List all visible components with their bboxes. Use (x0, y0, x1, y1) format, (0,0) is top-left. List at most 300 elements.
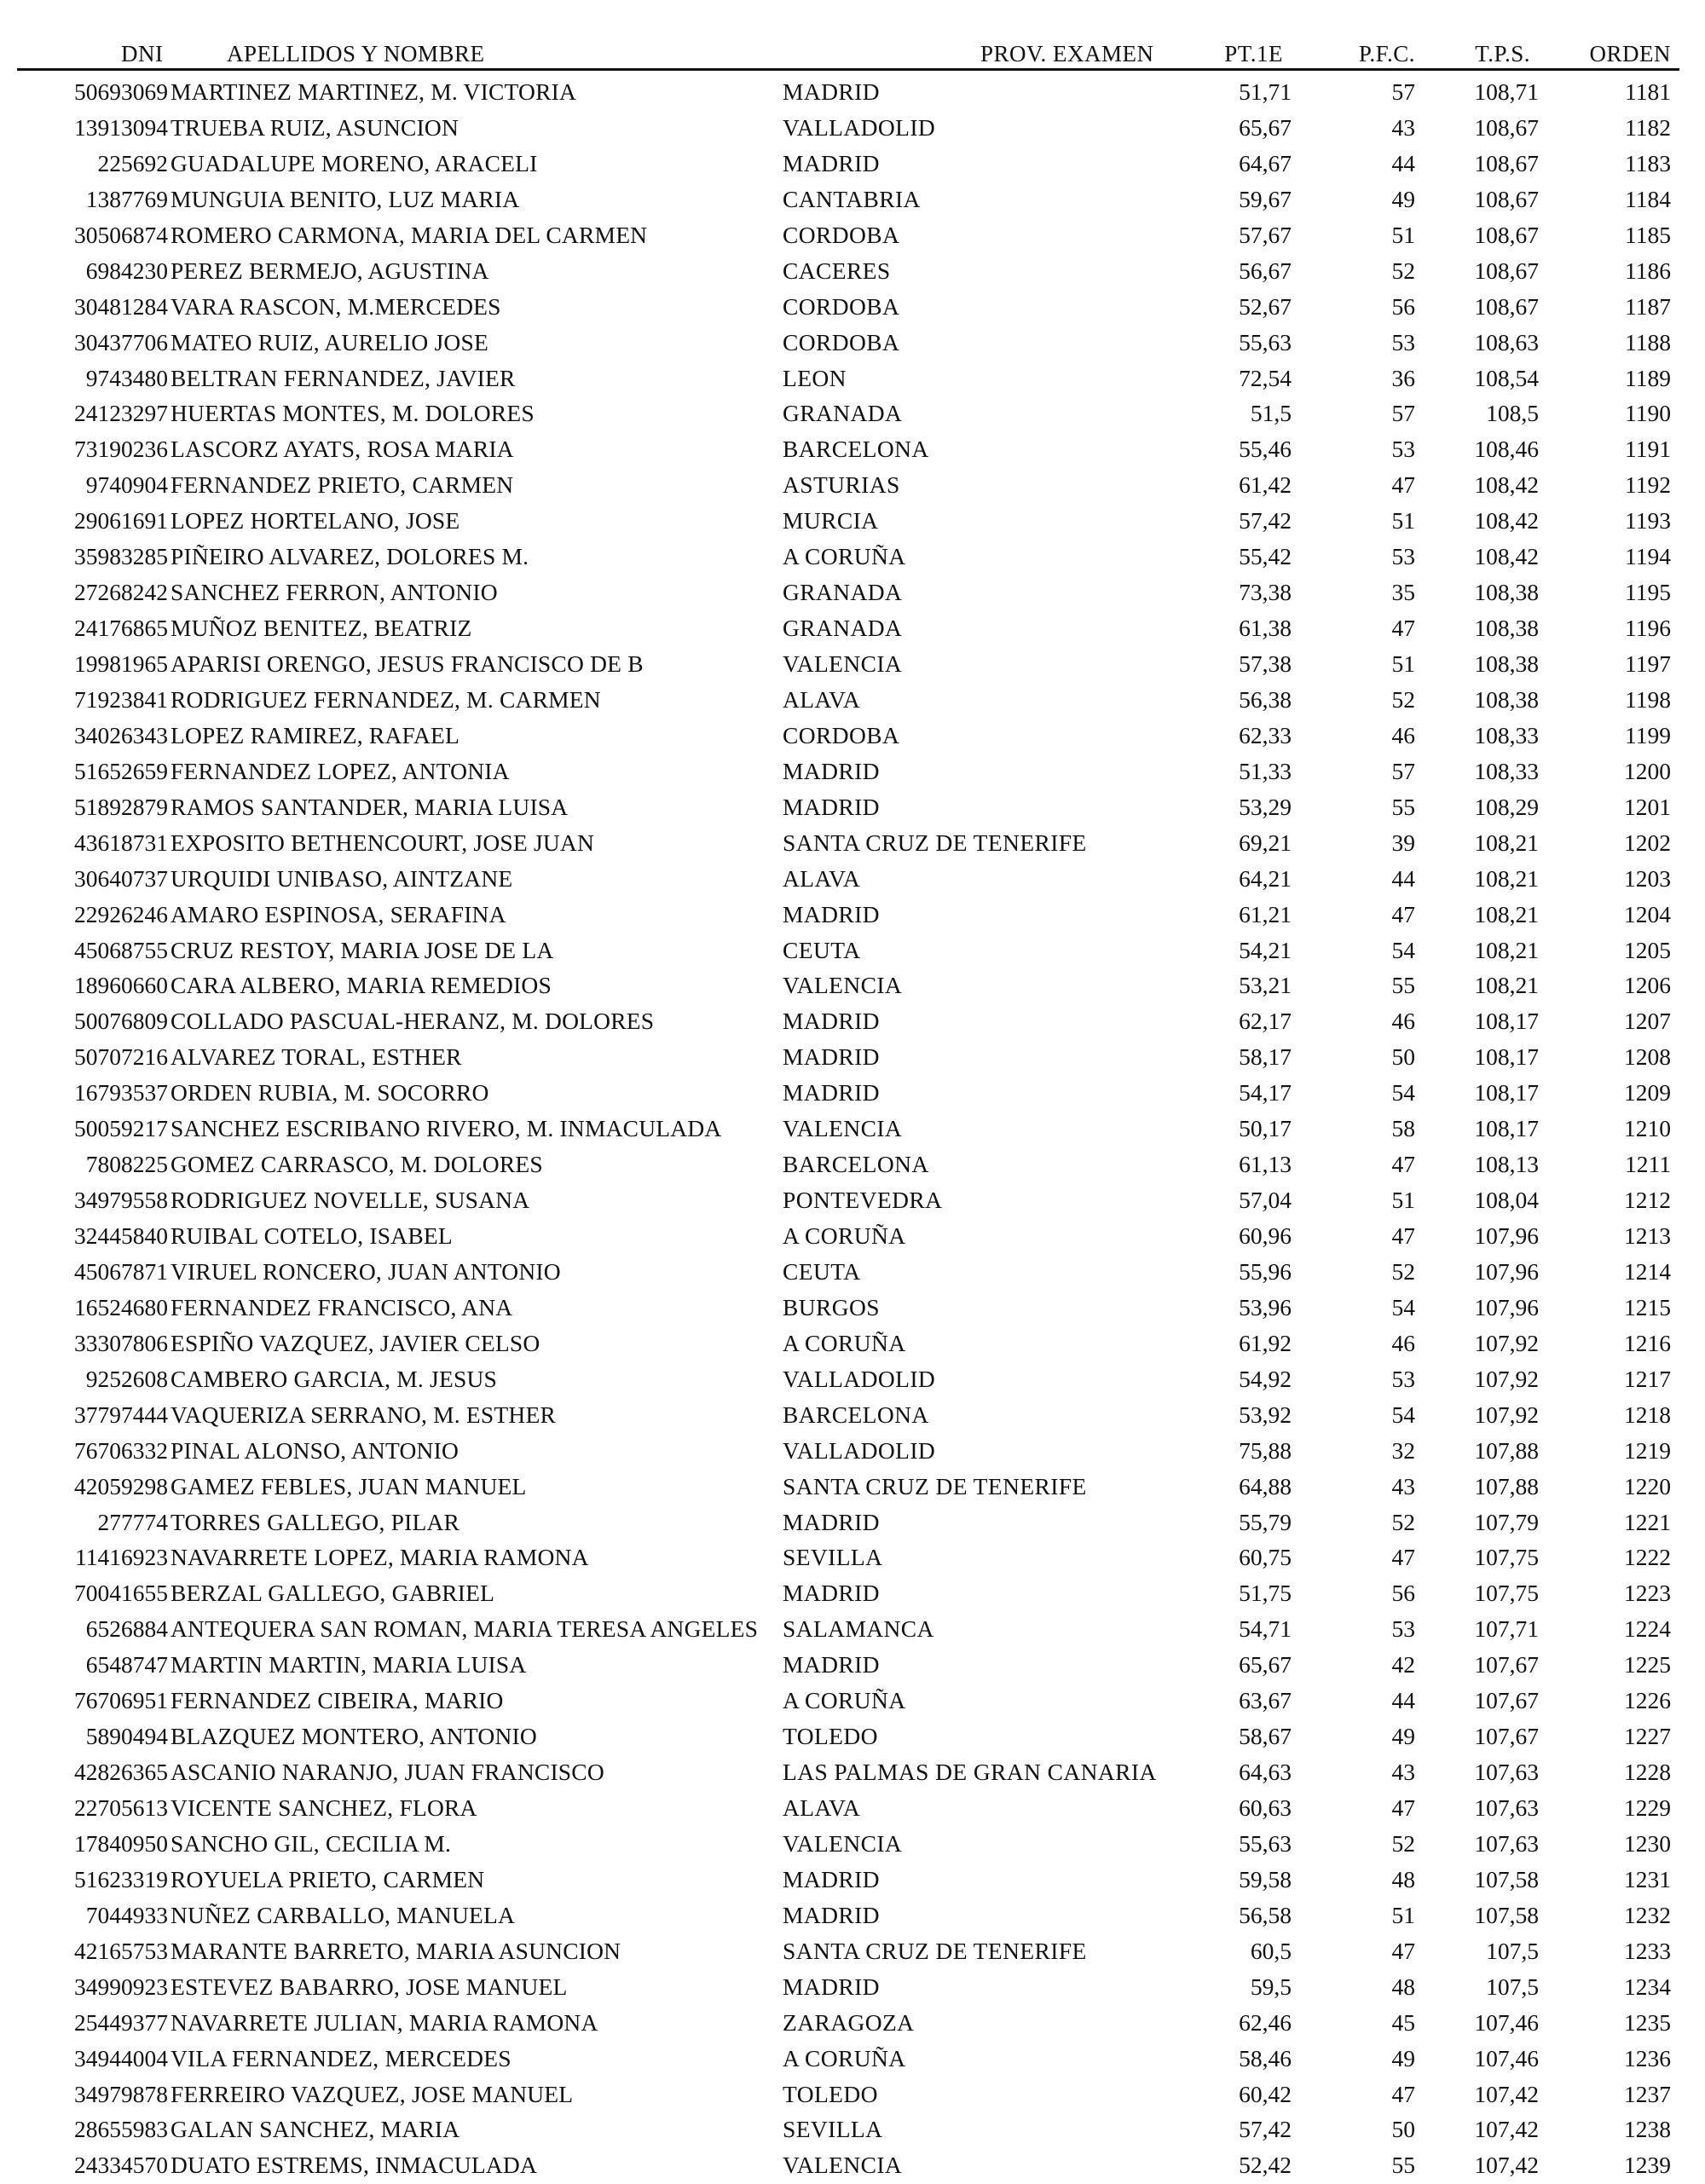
cell-pfc: 43 (1391, 1472, 1415, 1499)
cell-tps: 107,92 (1474, 1365, 1539, 1392)
cell-orden: 1185 (1625, 221, 1671, 248)
cell-pfc: 54 (1391, 1293, 1415, 1320)
table-row (0, 1255, 1705, 1291)
cell-pfc: 53 (1391, 1615, 1415, 1643)
cell-tps: 108,38 (1474, 579, 1539, 606)
table-row (0, 1755, 1705, 1791)
cell-name: GOMEZ CARRASCO, M. DOLORES (170, 1151, 543, 1178)
cell-name: SANCHEZ ESCRIBANO RIVERO, M. INMACULADA (170, 1115, 722, 1142)
cell-pfc: 53 (1391, 543, 1415, 570)
cell-name: BLAZQUEZ MONTERO, ANTONIO (170, 1723, 537, 1750)
cell-name: GUADALUPE MORENO, ARACELI (170, 149, 538, 176)
cell-tps: 108,33 (1474, 757, 1539, 784)
cell-pfc: 51 (1391, 1901, 1415, 1928)
cell-pfc: 32 (1391, 1436, 1415, 1464)
cell-tps: 107,92 (1474, 1401, 1539, 1428)
cell-dni: 5890494 (85, 1723, 168, 1750)
cell-pfc: 47 (1391, 471, 1415, 499)
cell-pt: 63,67 (1239, 1687, 1292, 1714)
table-row (0, 683, 1705, 719)
cell-pfc: 35 (1391, 579, 1415, 606)
cell-pfc: 54 (1391, 936, 1415, 963)
cell-pt: 54,92 (1239, 1365, 1292, 1392)
cell-tps: 107,92 (1474, 1329, 1539, 1356)
cell-prov: MADRID (783, 793, 880, 820)
cell-pt: 53,92 (1239, 1401, 1292, 1428)
cell-prov: A CORUÑA (783, 2044, 906, 2071)
cell-dni: 6526884 (85, 1615, 168, 1643)
cell-tps: 107,42 (1474, 2080, 1539, 2107)
cell-dni: 30437706 (74, 328, 168, 355)
cell-name: RUIBAL COTELO, ISABEL (170, 1222, 453, 1249)
cell-name: ESPIÑO VAZQUEZ, JAVIER CELSO (170, 1329, 540, 1356)
table-row (0, 826, 1705, 862)
cell-pt: 56,38 (1239, 685, 1292, 713)
cell-dni: 27268242 (74, 579, 168, 606)
cell-tps: 108,42 (1474, 507, 1539, 534)
cell-tps: 107,5 (1486, 1937, 1539, 1964)
cell-pt: 57,42 (1239, 2116, 1292, 2143)
table-row (0, 1505, 1705, 1541)
cell-dni: 28655983 (74, 2116, 168, 2143)
cell-pt: 54,21 (1239, 936, 1292, 963)
cell-orden: 1209 (1624, 1079, 1671, 1106)
cell-pfc: 50 (1391, 2116, 1415, 2143)
cell-orden: 1198 (1625, 685, 1671, 713)
cell-name: FERNANDEZ FRANCISCO, ANA (170, 1293, 513, 1320)
table-row (0, 933, 1705, 969)
cell-orden: 1238 (1624, 2116, 1671, 2143)
cell-pt: 59,67 (1239, 185, 1292, 212)
cell-name: GALAN SANCHEZ, MARIA (170, 2116, 460, 2143)
cell-pt: 50,17 (1239, 1115, 1292, 1142)
cell-orden: 1211 (1625, 1151, 1671, 1178)
cell-dni: 45068755 (74, 936, 168, 963)
cell-name: FERNANDEZ CIBEIRA, MARIO (170, 1687, 504, 1714)
cell-prov: CORDOBA (783, 292, 900, 320)
cell-name: ALVAREZ TORAL, ESTHER (170, 1043, 462, 1071)
cell-pfc: 39 (1391, 829, 1415, 856)
cell-name: COLLADO PASCUAL-HERANZ, M. DOLORES (170, 1008, 655, 1035)
cell-dni: 24334570 (74, 2152, 168, 2179)
cell-orden: 1234 (1624, 1973, 1671, 2000)
table-row (0, 468, 1705, 504)
cell-pt: 65,67 (1239, 1651, 1292, 1678)
cell-orden: 1220 (1624, 1472, 1671, 1499)
cell-pt: 61,38 (1239, 615, 1292, 642)
cell-name: VIRUEL RONCERO, JUAN ANTONIO (170, 1257, 561, 1285)
cell-dni: 50693069 (74, 78, 168, 105)
table-row (0, 504, 1705, 540)
cell-prov: MADRID (783, 1973, 880, 2000)
cell-pt: 59,58 (1239, 1865, 1292, 1892)
table-row (0, 790, 1705, 826)
cell-pt: 75,88 (1239, 1436, 1292, 1464)
table-row (0, 2006, 1705, 2042)
cell-orden: 1226 (1624, 1687, 1671, 1714)
cell-prov: MADRID (783, 1508, 880, 1535)
cell-prov: MADRID (783, 1043, 880, 1071)
table-row (0, 432, 1705, 468)
cell-pt: 64,63 (1239, 1759, 1292, 1786)
cell-pt: 61,92 (1239, 1329, 1292, 1356)
cell-pt: 60,96 (1239, 1222, 1292, 1249)
cell-orden: 1184 (1625, 185, 1671, 212)
cell-tps: 108,46 (1474, 436, 1539, 463)
cell-name: NAVARRETE LOPEZ, MARIA RAMONA (170, 1544, 589, 1571)
cell-pt: 64,67 (1239, 149, 1292, 176)
cell-dni: 30640737 (74, 864, 168, 892)
cell-tps: 107,5 (1486, 1973, 1539, 2000)
cell-pt: 64,88 (1239, 1472, 1292, 1499)
cell-prov: PONTEVEDRA (783, 1187, 943, 1214)
cell-name: MARANTE BARRETO, MARIA ASUNCION (170, 1937, 621, 1964)
cell-dni: 9252608 (85, 1365, 168, 1392)
table-row (0, 111, 1705, 147)
table-row (0, 1612, 1705, 1648)
table-row (0, 218, 1705, 254)
cell-tps: 108,67 (1474, 149, 1539, 176)
cell-pfc: 46 (1391, 1329, 1415, 1356)
cell-orden: 1197 (1625, 650, 1671, 677)
cell-pfc: 47 (1391, 1151, 1415, 1178)
cell-pt: 72,54 (1239, 364, 1292, 391)
cell-pfc: 45 (1391, 2008, 1415, 2036)
cell-pt: 69,21 (1239, 829, 1292, 856)
header-pfc: P.F.C. (1358, 41, 1415, 66)
cell-prov: ZARAGOZA (783, 2008, 915, 2036)
cell-pt: 57,04 (1239, 1187, 1292, 1214)
table-row (0, 290, 1705, 326)
cell-dni: 34979878 (74, 2080, 168, 2107)
cell-orden: 1225 (1624, 1651, 1671, 1678)
cell-name: VICENTE SANCHEZ, FLORA (170, 1794, 477, 1821)
cell-orden: 1237 (1624, 2080, 1671, 2107)
cell-name: TORRES GALLEGO, PILAR (170, 1508, 460, 1535)
cell-tps: 108,13 (1474, 1151, 1539, 1178)
cell-orden: 1181 (1625, 78, 1671, 105)
cell-pfc: 51 (1391, 507, 1415, 534)
table-row (0, 1183, 1705, 1219)
cell-name: FERREIRO VAZQUEZ, JOSE MANUEL (170, 2080, 574, 2107)
cell-orden: 1221 (1624, 1508, 1671, 1535)
cell-tps: 108,21 (1474, 829, 1539, 856)
cell-tps: 107,58 (1474, 1901, 1539, 1928)
cell-pfc: 52 (1391, 685, 1415, 713)
cell-dni: 76706332 (74, 1436, 168, 1464)
cell-tps: 108,63 (1474, 328, 1539, 355)
cell-prov: SEVILLA (783, 2116, 883, 2143)
cell-tps: 108,67 (1474, 292, 1539, 320)
cell-pfc: 44 (1391, 149, 1415, 176)
cell-name: MARTINEZ MARTINEZ, M. VICTORIA (170, 78, 577, 105)
cell-pfc: 54 (1391, 1079, 1415, 1106)
cell-pfc: 54 (1391, 1401, 1415, 1428)
cell-name: ESTEVEZ BABARRO, JOSE MANUEL (170, 1973, 568, 2000)
cell-pfc: 44 (1391, 1687, 1415, 1714)
cell-orden: 1200 (1624, 757, 1671, 784)
cell-pt: 73,38 (1239, 579, 1292, 606)
cell-pfc: 53 (1391, 436, 1415, 463)
cell-dni: 42826365 (74, 1759, 168, 1786)
cell-name: CARA ALBERO, MARIA REMEDIOS (170, 972, 552, 999)
cell-dni: 50059217 (74, 1115, 168, 1142)
cell-name: PIÑEIRO ALVAREZ, DOLORES M. (170, 543, 529, 570)
cell-orden: 1182 (1625, 113, 1671, 141)
cell-pfc: 57 (1391, 78, 1415, 105)
table-row (0, 647, 1705, 683)
cell-tps: 108,29 (1474, 793, 1539, 820)
cell-tps: 107,71 (1474, 1615, 1539, 1643)
cell-pfc: 47 (1391, 1937, 1415, 1964)
cell-pfc: 57 (1391, 757, 1415, 784)
table-row (0, 254, 1705, 290)
cell-name: MUNGUIA BENITO, LUZ MARIA (170, 185, 520, 212)
cell-dni: 6984230 (85, 257, 168, 284)
table-row (0, 754, 1705, 790)
cell-prov: A CORUÑA (783, 1687, 906, 1714)
cell-prov: BARCELONA (783, 1401, 929, 1428)
table-row (0, 1076, 1705, 1112)
cell-prov: SEVILLA (783, 1544, 883, 1571)
cell-dni: 24123297 (74, 400, 168, 427)
cell-pt: 55,63 (1239, 328, 1292, 355)
cell-orden: 1186 (1625, 257, 1671, 284)
cell-pfc: 46 (1391, 721, 1415, 748)
table-row (0, 1970, 1705, 2006)
cell-prov: TOLEDO (783, 1723, 878, 1750)
cell-tps: 107,96 (1474, 1257, 1539, 1285)
cell-pt: 60,5 (1250, 1937, 1292, 1964)
cell-pt: 62,46 (1239, 2008, 1292, 2036)
cell-tps: 108,42 (1474, 543, 1539, 570)
cell-prov: BARCELONA (783, 436, 929, 463)
cell-dni: 25449377 (74, 2008, 168, 2036)
cell-orden: 1190 (1625, 400, 1671, 427)
cell-pfc: 52 (1391, 1257, 1415, 1285)
cell-orden: 1203 (1624, 864, 1671, 892)
cell-pt: 55,79 (1239, 1508, 1292, 1535)
cell-name: RODRIGUEZ FERNANDEZ, M. CARMEN (170, 685, 601, 713)
cell-dni: 24176865 (74, 615, 168, 642)
cell-tps: 107,67 (1474, 1651, 1539, 1678)
cell-prov: CACERES (783, 257, 891, 284)
cell-pt: 61,21 (1239, 900, 1292, 927)
cell-pfc: 43 (1391, 113, 1415, 141)
cell-tps: 107,67 (1474, 1723, 1539, 1750)
cell-pfc: 53 (1391, 1365, 1415, 1392)
cell-name: FERNANDEZ LOPEZ, ANTONIA (170, 757, 510, 784)
table-row (0, 719, 1705, 754)
cell-prov: MADRID (783, 1079, 880, 1106)
cell-prov: MADRID (783, 1651, 880, 1678)
cell-dni: 35983285 (74, 543, 168, 570)
cell-prov: SANTA CRUZ DE TENERIFE (783, 1937, 1087, 1964)
table-row (0, 1219, 1705, 1255)
cell-name: VAQUERIZA SERRANO, M. ESTHER (170, 1401, 557, 1428)
cell-prov: GRANADA (783, 400, 903, 427)
cell-dni: 17840950 (74, 1829, 168, 1857)
cell-name: GAMEZ FEBLES, JUAN MANUEL (170, 1472, 527, 1499)
table-row (0, 862, 1705, 898)
cell-pfc: 52 (1391, 1829, 1415, 1857)
cell-prov: ALAVA (783, 1794, 861, 1821)
cell-dni: 22926246 (74, 900, 168, 927)
cell-orden: 1183 (1625, 149, 1671, 176)
cell-pt: 51,75 (1239, 1580, 1292, 1607)
table-row (0, 1112, 1705, 1147)
cell-orden: 1202 (1624, 829, 1671, 856)
header-dni: DNI (121, 41, 164, 66)
cell-pfc: 51 (1391, 650, 1415, 677)
cell-pt: 58,46 (1239, 2044, 1292, 2071)
table-row (0, 182, 1705, 218)
cell-pfc: 57 (1391, 400, 1415, 427)
cell-prov: LEON (783, 364, 847, 391)
cell-name: ROMERO CARMONA, MARIA DEL CARMEN (170, 221, 648, 248)
cell-dni: 225692 (97, 149, 168, 176)
table-row (0, 326, 1705, 361)
cell-orden: 1217 (1624, 1365, 1671, 1392)
header-name: APELLIDOS Y NOMBRE (227, 41, 485, 66)
cell-pt: 55,96 (1239, 1257, 1292, 1285)
cell-tps: 108,67 (1474, 185, 1539, 212)
cell-prov: VALLADOLID (783, 1365, 936, 1392)
cell-dni: 30506874 (74, 221, 168, 248)
cell-tps: 108,67 (1474, 257, 1539, 284)
cell-pfc: 47 (1391, 615, 1415, 642)
cell-pt: 62,17 (1239, 1008, 1292, 1035)
cell-orden: 1228 (1624, 1759, 1671, 1786)
cell-dni: 18960660 (74, 972, 168, 999)
cell-orden: 1239 (1624, 2152, 1671, 2179)
cell-name: CRUZ RESTOY, MARIA JOSE DE LA (170, 936, 554, 963)
cell-pt: 59,5 (1250, 1973, 1292, 2000)
cell-name: FERNANDEZ PRIETO, CARMEN (170, 471, 514, 499)
cell-dni: 45067871 (74, 1257, 168, 1285)
cell-prov: VALLADOLID (783, 113, 936, 141)
cell-dni: 76706951 (74, 1687, 168, 1714)
cell-prov: CORDOBA (783, 328, 900, 355)
cell-prov: MADRID (783, 1580, 880, 1607)
cell-dni: 1387769 (85, 185, 168, 212)
cell-orden: 1201 (1624, 793, 1671, 820)
cell-orden: 1207 (1624, 1008, 1671, 1035)
cell-pfc: 49 (1391, 1723, 1415, 1750)
cell-orden: 1236 (1624, 2044, 1671, 2071)
cell-orden: 1204 (1624, 900, 1671, 927)
cell-pfc: 47 (1391, 2080, 1415, 2107)
cell-tps: 107,46 (1474, 2044, 1539, 2071)
cell-tps: 108,21 (1474, 864, 1539, 892)
cell-pt: 64,21 (1239, 864, 1292, 892)
cell-pt: 57,38 (1239, 650, 1292, 677)
cell-pfc: 55 (1391, 793, 1415, 820)
cell-pt: 51,71 (1239, 78, 1292, 105)
table-row (0, 2148, 1705, 2184)
cell-pfc: 49 (1391, 2044, 1415, 2071)
cell-orden: 1216 (1624, 1329, 1671, 1356)
cell-tps: 108,04 (1474, 1187, 1539, 1214)
cell-prov: MURCIA (783, 507, 879, 534)
cell-prov: VALENCIA (783, 1829, 903, 1857)
cell-prov: VALENCIA (783, 2152, 903, 2179)
cell-prov: VALENCIA (783, 650, 903, 677)
cell-orden: 1199 (1625, 721, 1671, 748)
cell-name: LOPEZ RAMIREZ, RAFAEL (170, 721, 460, 748)
cell-name: VARA RASCON, M.MERCEDES (170, 292, 501, 320)
table-row (0, 898, 1705, 933)
cell-prov: VALENCIA (783, 972, 903, 999)
cell-orden: 1196 (1625, 615, 1671, 642)
cell-dni: 7044933 (85, 1901, 168, 1928)
cell-pt: 65,67 (1239, 113, 1292, 141)
cell-name: MATEO RUIZ, AURELIO JOSE (170, 328, 488, 355)
cell-name: SANCHO GIL, CECILIA M. (170, 1829, 452, 1857)
cell-tps: 107,75 (1474, 1544, 1539, 1571)
cell-prov: MADRID (783, 1008, 880, 1035)
cell-pt: 60,42 (1239, 2080, 1292, 2107)
header-rule (17, 68, 1679, 71)
cell-dni: 9743480 (85, 364, 168, 391)
cell-tps: 107,46 (1474, 2008, 1539, 2036)
cell-dni: 70041655 (74, 1580, 168, 1607)
cell-name: CAMBERO GARCIA, M. JESUS (170, 1365, 497, 1392)
cell-pfc: 36 (1391, 364, 1415, 391)
cell-pfc: 49 (1391, 185, 1415, 212)
cell-pfc: 52 (1391, 1508, 1415, 1535)
cell-pfc: 43 (1391, 1759, 1415, 1786)
table-row (0, 1827, 1705, 1863)
cell-pfc: 55 (1391, 2152, 1415, 2179)
cell-pt: 57,42 (1239, 507, 1292, 534)
table-row (0, 1719, 1705, 1755)
cell-tps: 107,96 (1474, 1293, 1539, 1320)
cell-pfc: 52 (1391, 257, 1415, 284)
cell-prov: ALAVA (783, 685, 861, 713)
cell-name: NUÑEZ CARBALLO, MANUELA (170, 1901, 516, 1928)
cell-orden: 1191 (1625, 436, 1671, 463)
table-row (0, 1540, 1705, 1576)
cell-prov: BARCELONA (783, 1151, 929, 1178)
cell-name: ASCANIO NARANJO, JUAN FRANCISCO (170, 1759, 604, 1786)
header-orden: ORDEN (1589, 41, 1671, 66)
cell-dni: 277774 (97, 1508, 168, 1535)
cell-pt: 55,46 (1239, 436, 1292, 463)
table-row (0, 575, 1705, 611)
cell-prov: MADRID (783, 1901, 880, 1928)
cell-tps: 107,42 (1474, 2116, 1539, 2143)
cell-pt: 62,33 (1239, 721, 1292, 748)
cell-dni: 51892879 (74, 793, 168, 820)
cell-pfc: 46 (1391, 1008, 1415, 1035)
cell-pt: 58,67 (1239, 1723, 1292, 1750)
cell-orden: 1215 (1624, 1293, 1671, 1320)
cell-pt: 56,67 (1239, 257, 1292, 284)
cell-pfc: 48 (1391, 1865, 1415, 1892)
cell-pfc: 58 (1391, 1115, 1415, 1142)
cell-name: MUÑOZ BENITEZ, BEATRIZ (170, 615, 472, 642)
table-row (0, 1040, 1705, 1076)
cell-tps: 107,63 (1474, 1829, 1539, 1857)
cell-tps: 108,42 (1474, 471, 1539, 499)
cell-pt: 57,67 (1239, 221, 1292, 248)
cell-tps: 108,67 (1474, 221, 1539, 248)
table-row (0, 147, 1705, 182)
table-row (0, 1648, 1705, 1684)
cell-tps: 108,17 (1474, 1043, 1539, 1071)
cell-dni: 7808225 (85, 1151, 168, 1178)
